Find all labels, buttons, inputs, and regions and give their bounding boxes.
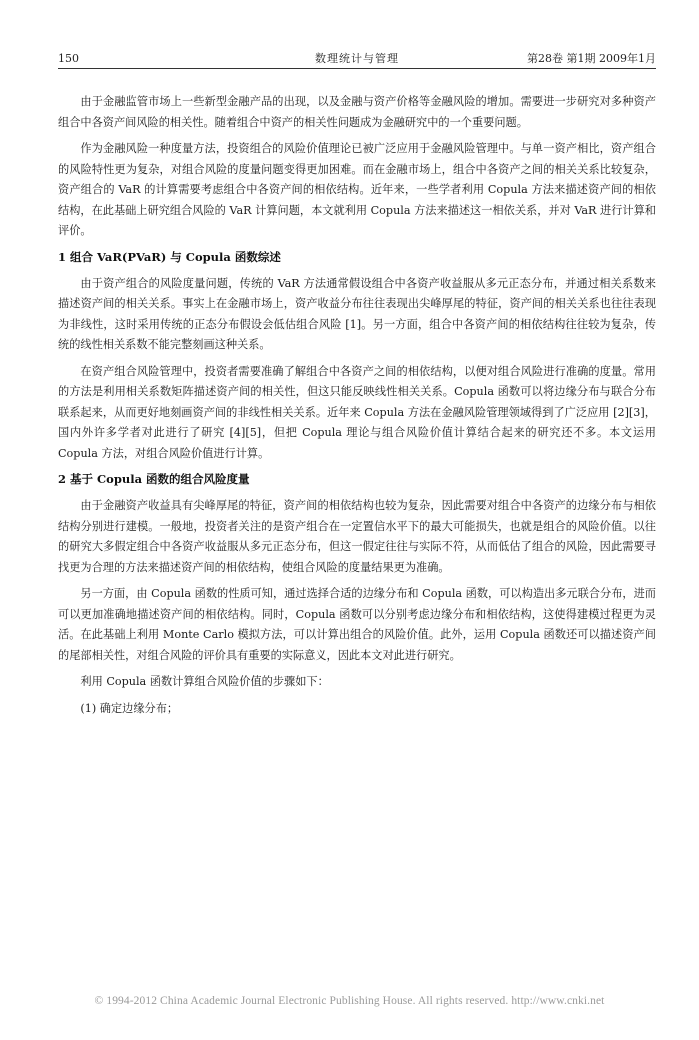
paragraph-5: 由于金融资产收益具有尖峰厚尾的特征，资产间的相依结构也较为复杂，因此需要对组合中各资产的边缘分布与相依结构分别进行建模。一般地，投资者关注的是资产组合在一定置信水平下的最大可能损失，也就是组合的风险价值。以往的研究大多假定组合中各资产收益服从多元正态分布，但这一假定往往与实际不符，从而低估了组合的风险，因此需要寻找更为合理的方法来描述资产间的相依结构，使组合风险的度量结果更为准确。 — [58, 499, 656, 574]
copyright-footer: © 1994-2012 China Academic Journal Electronic Publishing House. All rights reserved. http://www.cnki.net — [94, 995, 605, 1007]
article-body — [58, 92, 656, 719]
paragraph-2: 作为金融风险一种度量方法，投资组合的风险价值理论已被广泛应用于金融风险管理中。与单一资产相比，资产组合的风险特性更为复杂，对组合风险的度量问题变得更加困难。而在金融市场上，组合中各资产之间的相关关系比较复杂，资产组合的 VaR 的计算需要考虑组合中各资产间的相依结构。近年来，一些学者利用 Copula 方法来描述资产间的相依结构，在此基础上研究组合风险的 VaR 计算问题，本文就利用 Copula 方法来描述这一相依关系，并对 VaR 进行计算和评价。 — [58, 142, 656, 237]
paragraph-7: 利用 Copula 函数计算组合风险价值的步骤如下： — [80, 675, 329, 688]
paragraph-4: 在资产组合风险管理中，投资者需要准确了解组合中各资产之间的相依结构，以便对组合风险进行准确的度量。常用的方法是利用相关系数矩阵描述资产间的相关性，但这只能反映线性相关关系。Copula 函数可以将边缘分布与联合分布联系起来，从而更好地刻画资产间的非线性相关关系。近年来 Copula 方法在金融风险管理领域得到了广泛应用 [2][3]，国内外许多学者对此进行了研究 [4][5]，但把 Copula 理论与组合风险价值计算结合起来的研究还不多。本文运用 Copula 方法，对组合风险价值进行计算。 — [58, 364, 656, 460]
journal-title: 数理统计与管理 — [315, 52, 399, 65]
section-2-heading: 2 基于 Copula 函数的组合风险度量 — [58, 472, 250, 486]
paragraph-6: 另一方面，由 Copula 函数的性质可知，通过选择合适的边缘分布和 Copula 函数，可以构造出多元联合分布，进而可以更加准确地描述资产间的相依结构。同时，Copula 函数可以分别考虑边缘分布和相依结构，这使得建模过程更为灵活。在此基础上利用 Monte Carlo 模拟方法，可以计算出组合的风险价值。此外，运用 Copula 函数还可以描述资产间的尾部相关性，对组合风险的评价具有重要的实际意义，因此本文对此进行研究。 — [58, 587, 656, 662]
issue-info: 第28卷 第1期 2009年1月 — [527, 52, 656, 65]
section-1-heading: 1 组合 VaR(PVaR) 与 Copula 函数综述 — [58, 249, 281, 264]
running-head — [58, 52, 656, 69]
paragraph-3: 由于资产组合的风险度量问题，传统的 VaR 方法通常假设组合中各资产收益服从多元正态分布，并通过相关系数来描述资产间的相关关系。事实上在金融市场上，资产收益分布往往表现出尖峰厚尾的特征，资产间的相关关系也往往表现为非线性，这时采用传统的正态分布假设会低估组合风险 [1]。另一方面，组合中各资产间的相依结构往往较为复杂，传统的线性相关系数不能完整刻画这种关系。 — [58, 276, 656, 351]
list-item-1: (1) 确定边缘分布； — [80, 701, 179, 715]
paragraph-1: 由于金融监管市场上一些新型金融产品的出现，以及金融与资产价格等金融风险的增加。需要进一步研究对多种资产组合中各资产间风险的相关性。随着组合中资产的相关性问题成为金融研究中的一个重要问题。 — [58, 95, 656, 129]
page-number: 150 — [58, 52, 79, 65]
